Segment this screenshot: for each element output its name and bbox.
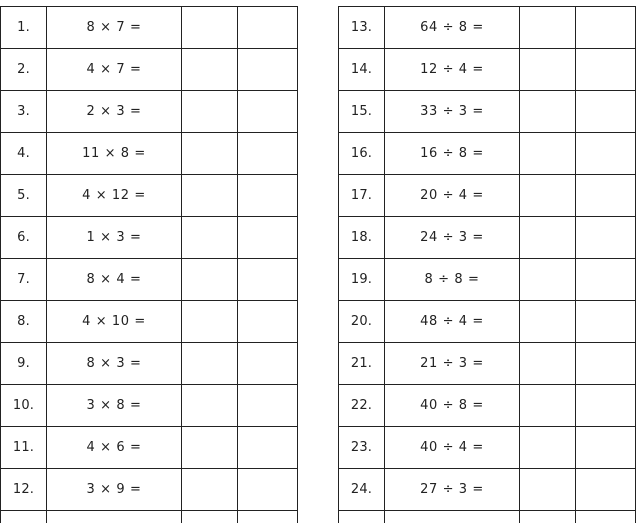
answer-box[interactable] — [182, 259, 238, 301]
problem-number: 3. — [1, 91, 47, 133]
right-rows — [339, 7, 636, 523]
problem-number: 14. — [339, 49, 385, 91]
problem-number: 12. — [1, 469, 47, 511]
answer-box[interactable] — [238, 133, 298, 175]
answer-box[interactable] — [182, 301, 238, 343]
problem-row — [339, 427, 636, 469]
problem-number: 16. — [339, 133, 385, 175]
problem-question: 8 ÷ 8 = — [385, 259, 520, 301]
answer-box[interactable] — [520, 133, 576, 175]
left-rows — [1, 7, 298, 523]
problem-row — [1, 427, 298, 469]
problem-number: 7. — [1, 259, 47, 301]
problem-row — [1, 49, 298, 91]
answer-box[interactable] — [182, 7, 238, 49]
answer-box[interactable] — [576, 259, 636, 301]
problem-number: 15. — [339, 91, 385, 133]
answer-box[interactable] — [182, 133, 238, 175]
answer-box[interactable] — [182, 385, 238, 427]
problem-number: 9. — [1, 343, 47, 385]
problem-row — [1, 385, 298, 427]
answer-box[interactable] — [238, 7, 298, 49]
answer-box[interactable] — [576, 175, 636, 217]
problem-number: 4. — [1, 133, 47, 175]
answer-box[interactable] — [238, 385, 298, 427]
problem-question: 24 ÷ 3 = — [385, 217, 520, 259]
answer-box[interactable] — [520, 301, 576, 343]
problem-number: 2. — [1, 49, 47, 91]
answer-box[interactable] — [182, 469, 238, 511]
problem-row — [339, 175, 636, 217]
problem-number: 6. — [1, 217, 47, 259]
answer-box[interactable] — [520, 259, 576, 301]
answer-box[interactable] — [520, 217, 576, 259]
answer-box[interactable] — [576, 343, 636, 385]
problem-number: 5. — [1, 175, 47, 217]
problem-row — [1, 217, 298, 259]
problem-question: 1 × 3 = — [47, 217, 182, 259]
answer-box[interactable] — [520, 49, 576, 91]
answer-box[interactable] — [238, 469, 298, 511]
problem-row — [1, 343, 298, 385]
problem-row — [1, 7, 298, 49]
problem-number: 17. — [339, 175, 385, 217]
problem-row — [339, 301, 636, 343]
problem-number: 11. — [1, 427, 47, 469]
problem-row — [1, 259, 298, 301]
answer-box[interactable] — [182, 49, 238, 91]
problem-number: 10. — [1, 385, 47, 427]
problem-question: 4 × 12 = — [47, 175, 182, 217]
answer-box[interactable] — [520, 175, 576, 217]
problem-question: 8 × 4 = — [47, 259, 182, 301]
answer-box[interactable] — [238, 217, 298, 259]
worksheet-table-left — [0, 6, 298, 523]
answer-box[interactable] — [182, 217, 238, 259]
problem-number: 21. — [339, 343, 385, 385]
problem-question: 3 × 8 = — [47, 385, 182, 427]
answer-box[interactable] — [182, 91, 238, 133]
answer-box[interactable] — [238, 301, 298, 343]
answer-box[interactable] — [576, 217, 636, 259]
answer-box[interactable] — [520, 427, 576, 469]
answer-box[interactable] — [576, 91, 636, 133]
problem-number: 24. — [339, 469, 385, 511]
problem-question: 8 × 7 = — [47, 7, 182, 49]
problem-number: 22. — [339, 385, 385, 427]
problem-row — [339, 385, 636, 427]
problem-row — [1, 133, 298, 175]
answer-box[interactable] — [238, 343, 298, 385]
answer-box[interactable] — [182, 427, 238, 469]
problem-question: 20 ÷ 4 = — [385, 175, 520, 217]
answer-box[interactable] — [576, 133, 636, 175]
problem-row — [1, 469, 298, 511]
answer-box[interactable] — [182, 175, 238, 217]
answer-box[interactable] — [576, 469, 636, 511]
problem-row — [1, 301, 298, 343]
problem-question: 12 ÷ 4 = — [385, 49, 520, 91]
answer-box[interactable] — [576, 301, 636, 343]
answer-box[interactable] — [238, 49, 298, 91]
problem-question: 11 × 8 = — [47, 133, 182, 175]
worksheet-table-right — [338, 6, 636, 523]
answer-box[interactable] — [182, 343, 238, 385]
problem-question: 48 ÷ 4 = — [385, 301, 520, 343]
problem-question: 4 × 7 = — [47, 49, 182, 91]
problem-question: 27 ÷ 3 = — [385, 469, 520, 511]
problem-row — [339, 469, 636, 511]
answer-box[interactable] — [576, 427, 636, 469]
problem-row — [339, 217, 636, 259]
problem-row — [339, 343, 636, 385]
problem-question: 33 ÷ 3 = — [385, 91, 520, 133]
problem-row — [339, 133, 636, 175]
answer-box[interactable] — [576, 385, 636, 427]
problem-row — [339, 91, 636, 133]
problem-question: 4 × 10 = — [47, 301, 182, 343]
problem-question: 64 ÷ 8 = — [385, 7, 520, 49]
answer-box[interactable] — [576, 49, 636, 91]
answer-box[interactable] — [520, 385, 576, 427]
problem-number: 1. — [1, 7, 47, 49]
answer-box[interactable] — [520, 469, 576, 511]
problem-question: 21 ÷ 3 = — [385, 343, 520, 385]
problem-number: 23. — [339, 427, 385, 469]
problem-number: 20. — [339, 301, 385, 343]
answer-box[interactable] — [576, 7, 636, 49]
answer-box[interactable] — [238, 259, 298, 301]
answer-box[interactable] — [520, 7, 576, 49]
problem-row — [339, 49, 636, 91]
problem-question: 40 ÷ 4 = — [385, 427, 520, 469]
problem-number: 19. — [339, 259, 385, 301]
answer-box[interactable] — [238, 91, 298, 133]
problem-number: 8. — [1, 301, 47, 343]
problem-question: 40 ÷ 8 = — [385, 385, 520, 427]
problem-question: 2 × 3 = — [47, 91, 182, 133]
problem-question: 4 × 6 = — [47, 427, 182, 469]
problem-row — [339, 259, 636, 301]
problem-number: 13. — [339, 7, 385, 49]
problem-question: 3 × 9 = — [47, 469, 182, 511]
answer-box[interactable] — [238, 427, 298, 469]
problem-row — [1, 175, 298, 217]
problem-question: 16 ÷ 8 = — [385, 133, 520, 175]
problem-row — [339, 7, 636, 49]
problem-row — [1, 91, 298, 133]
answer-box[interactable] — [520, 91, 576, 133]
problem-number: 18. — [339, 217, 385, 259]
answer-box[interactable] — [238, 175, 298, 217]
problem-question: 8 × 3 = — [47, 343, 182, 385]
answer-box[interactable] — [520, 343, 576, 385]
